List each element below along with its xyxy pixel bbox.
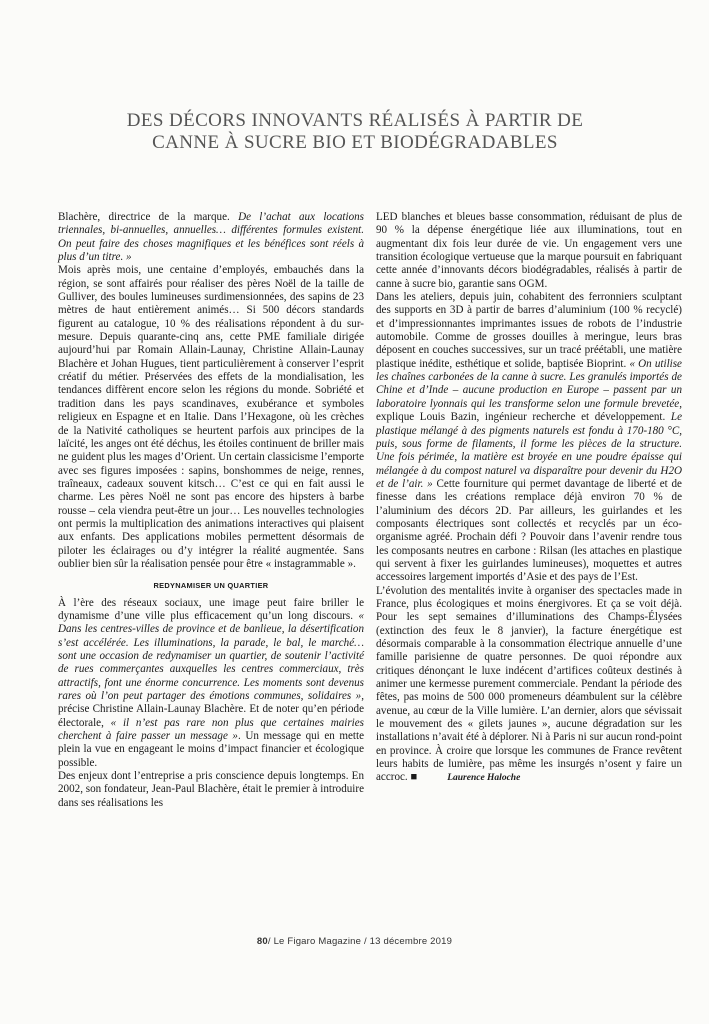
quote-run: Le plastique mélangé à des pigments naturels est fondu à 170-180 °C, puis, sous forme de filaments, il forme les pièces de la structure. Une fois périmée, la matière est broyée en une poudre épaisse qui mélangée à du compost naturel va disparaître pour devenir du H2O et de l’air. » [376,411,682,490]
left-column [58,211,364,810]
publication-info: / Le Figaro Magazine / 13 décembre 2019 [267,936,453,947]
text-run: L’évolution des mentalités invite à organiser des spectacles made in France, plus écologiques et moins énergivores. Et ça se voit déjà. Pour les sept semaines d’illuminations des Champs-Élysées (extinction des feux le 8 janvier), la facture énergétique est désormais comparable à la consommation électrique annuelle d’une famille parisienne de quatre personnes. De quoi répondre aux critiques dénonçant le luxe indécent d’artifices coûteux destinés à animer une kermesse purement commerciale. Pendant la période des fêtes, pas moins de 500 000 promeneurs déambulent sur la célèbre avenue, au cœur de la Ville lumière. L’an dernier, alors que sévissait le mouvement des « gilets jaunes », aucune dégradation sur les installations n’avait été à déplorer. Ni à Paris ni sur aucun rond-point en province. À croire que lorsque les communes de France revêtent leurs habits de lumière, pas même les insurgés n’osent y faire un accroc. [376,584,682,784]
headline-line-1: DES DÉCORS INNOVANTS RÉALISÉS À PARTIR DE [126,110,584,131]
author-byline: Laurence Haloche [447,773,521,784]
headline-line-2: CANNE À SUCRE BIO ET BIODÉGRADABLES [152,132,558,153]
quote-run: De l’achat aux locations triennales, bi-annuelles, annuelles… différentes formules existent. On peut faire des choses magnifiques et les bénéfices sont réels à plus d’un titre. » [58,211,364,264]
right-column [376,211,682,786]
quote-run: « Dans les centres-villes de province et de banlieue, la désertification s’est accélérée. Les illuminations, la parade, le bal, le marché… sont une occasion de redynamiser un quartier, de soutenir l’activité de rues commerçantes auxquelles les centres commerciaux, très attractifs, font une énorme concurrence. Les moments sont devenus rares où l’on peut partager des émotions communes, solidaires » [58,609,364,703]
text-run: À l’ère des réseaux sociaux, une image peut faire briller le dynamisme d’une ville plus efficacement qu’un long discours. [58,596,364,622]
left-paragraph-1 [58,211,364,264]
text-run: , explique Louis Bazin, ingénieur recherche et développement. [376,397,682,424]
left-paragraph-2: Mois après mois, une centaine d’employés, embauchés dans la région, se sont affairés pour réaliser des pères Noël de la taille de Gulliver, des boules lumineuses surdimensionnées, des sapins de 23 mètres de haut entièrement animés… Si 500 décors standards figurent au catalogue, 10 % des réalisations répondent à du sur-mesure. Depuis quarante-cinq ans, cette PME familiale dirigée aujourd’hui par Romain Allain-Launay, Christine Allain-Launay Blachère et Johan Hugues, tient particulièrement à conserver l’esprit créatif du métier. Préservées des effets de la mondialisation, les tendances diffèrent encore selon les régions du monde. Sobriété et tradition dans les pays scandinaves, exubérance et symboles religieux en Espagne et en Italie. Dans l’Hexagone, où les crèches de la Nativité catholiques se heurtent parfois aux principes de la laïcité, les anges ont été déchus, les étoiles continuent de briller mais ne guident plus les mages d’Orient. Un certain classicisme l’emporte avec ses figures imposées : sapins, bonshommes de neige, rennes, traîneaux, cadeaux souvent kitsch… C’est ce qui en fait aussi le charme. Les pères Noël ne sont pas encore des hipsters à barbe rousse – cela viendra peut-être un jour… Les nouvelles technologies ont permis la multiplication des animations interactives qui plaisent aux enfants. Des applications mobiles permettent désormais de piloter les éclairages ou d’y intégrer la réalité augmentée. Sans oublier bien sûr la réalisation pensée pour être « instagrammable ». [58,264,364,570]
right-paragraph-2 [376,291,682,585]
text-run: . Un message qui en mette plein la vue en engageant le moins d’impact financier et écologique possible. [58,730,364,769]
page-number: 80 [256,936,268,947]
text-run: Cette fourniture qui permet davantage de liberté et de finesse dans les créations remplace déjà environ 70 % de l’aluminium des décors 2D. Par ailleurs, les guirlandes et les composants électriques sont collectés et recyclés par un éco-organisme agréé. Prochain défi ? Pouvoir dans l’avenir rendre tous les composants neutres en carbone : Rilsan (les attaches en plastique qui servent à fixer les guirlandes lumineuses), moquettes et autres accessoires largement importés d’Asie et des pays de l’Est. [376,477,682,584]
quote-run: « On utilise les chaînes carbonées de la canne à sucre. Les granulés importés de Chine et d’Inde – aucune production en Europe – passent par un laboratoire lyonnais qui les transforme selon une formule brevetée [376,357,682,410]
right-paragraph-3 [376,585,682,786]
section-subhead: REDYNAMISER UN QUARTIER [153,581,269,591]
text-run: Dans les ateliers, depuis juin, cohabitent des ferronniers sculptant des supports en 3D à partir de barres d’aluminium (100 % recyclé) et d’impressionnantes imprimantes issues de robots de l’industrie automobile. Comme de grosses douilles à meringue, leurs bras déposent en couches successives, sur un tracé préétabli, une matière plastique inédite, esthétique et solide, baptisée Bioprint. [376,291,682,370]
left-paragraph-3 [58,597,364,770]
page-footer [0,936,709,947]
right-paragraph-1: LED blanches et bleues basse consommation, réduisant de plus de 90 % la dépense énergétique liée aux illuminations, tout en augmentant dix fois leur durée de vie. Un engagement vers une transition écologique vertueuse que la marque poursuit en fabriquant cette année d’innovants décors biodégradables, réalisés à partir de canne à sucre bio, garantie sans OGM. [376,211,682,290]
text-run: Blachère, directrice de la marque. [58,211,239,223]
text-run: , précise Christine Allain-Launay Blachère. Et de noter qu’en période électorale, [58,690,364,729]
quote-run: « il n’est pas rare non plus que certaines mairies cherchent à faire passer un message » [58,716,364,743]
end-of-article-mark: ■ [407,771,418,784]
article-headline [60,110,650,154]
left-paragraph-4: Des enjeux dont l’entreprise a pris conscience depuis longtemps. En 2002, son fondateur, Jean-Paul Blachère, était le premier à introduire dans ses réalisations les [58,770,364,809]
